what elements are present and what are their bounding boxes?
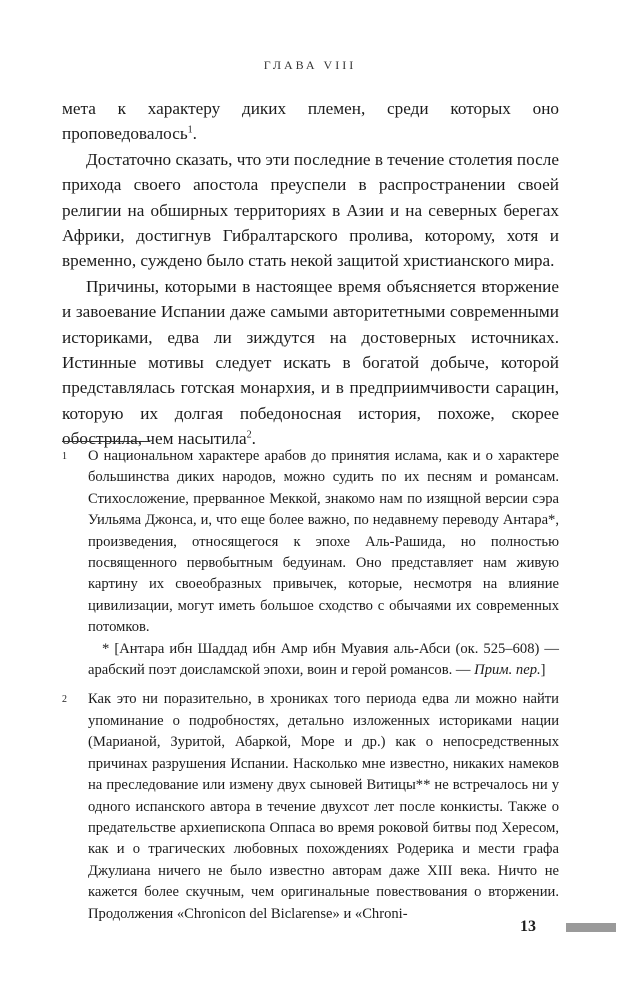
footnote-number: 1 xyxy=(62,451,67,462)
translator-note: * [Антара ибн Шаддад ибн Амр ибн Муавия аль-Абси (ок. 525–608) — арабский поэт доисламской эпохи, воин и герой романсов. — Прим. пер.] xyxy=(88,640,559,679)
page-edge-marker xyxy=(566,923,616,932)
footnote-ref-1[interactable]: 1 xyxy=(187,124,193,136)
main-text xyxy=(62,96,559,452)
paragraph-2: Достаточно сказать, что эти последние в течение столетия после прихода своего апостола преуспели в распространении своей религии на обширных территориях в Азии и на северных берегах Африки, достигнув Гибралтарского пролива, которому, хотя и временно, суждено было стать некой защитой христианского мира. xyxy=(62,149,559,271)
footnote-1 xyxy=(62,446,559,681)
footnote-text: О национальном характере арабов до принятия ислама, как и о характере большинства диких народов, можно судить по их песням и романсам. Стихосложение, прерванное Меккой, знакомо нам по изящной версии сэра Уильяма Джонса, и, что еще более важно, по недавнему переводу Антара*, произведения, относящегося к эпохе Аль-Рашида, но полностью посвященного первобытным бедуинам. Оно представляет нам живую картину их своеобразных привычек, которые, несмотря на влияние цивилизации, могут иметь большое сходство с обычаями их современных потомков. * [Антара ибн Шаддад ибн Амр ибн Муавия аль-Абси (ок. 525–608) — арабский поэт доисламской эпохи, воин и герой романсов. — Прим. пер.] xyxy=(88,446,559,681)
footnote-text: Как это ни поразительно, в хрониках того периода едва ли можно найти упоминание о подробностях, детально изложенных историками нации (Марианой, Зуритой, Абаркой, Море и др.) как о непосредственных причинах разрушения Испании. Насколько мне известно, никаких намеков на преследование или измену двух сыновей Витицы** не встречалось ни у одного испанского автора в течение двухсот лет после конкисты. Также о предательстве архиепископа Оппаса во время роковой битвы под Хересом, как и о трагических любовных похождениях Родерика и мести графа Джулиана ничего не было известно авторам даже XIII века. Ничто не кажется более скучным, чем оригинальные повествования о вторжении. Продолжения «Chronicon del Biclarense» и «Chroni- xyxy=(88,691,559,922)
footnote-ref-2[interactable]: 2 xyxy=(246,429,252,441)
running-header: ГЛАВА VIII xyxy=(263,58,357,72)
footnote-number: 2 xyxy=(62,694,67,706)
paragraph-3: Причины, которыми в настоящее время объясняется вторжение и завоевание Испании даже самыми авторитетными современными историками, едва ли зиждутся на достоверных источниках. Истинные мотивы следует искать в богатой добыче, которой представлялась готская монархия, и в предприимчивости сарацин, которую их долгая победоносная история, похоже, скорее обострила, чем насытила$^2$. xyxy=(62,276,559,449)
footnote-divider xyxy=(62,441,150,442)
page-number: 13 xyxy=(520,918,536,935)
footnotes xyxy=(62,446,559,925)
paragraph-1: мета к характеру диких племен, среди которых оно проповедовалось$^1$. xyxy=(62,99,559,144)
footnote-2 xyxy=(62,689,559,924)
